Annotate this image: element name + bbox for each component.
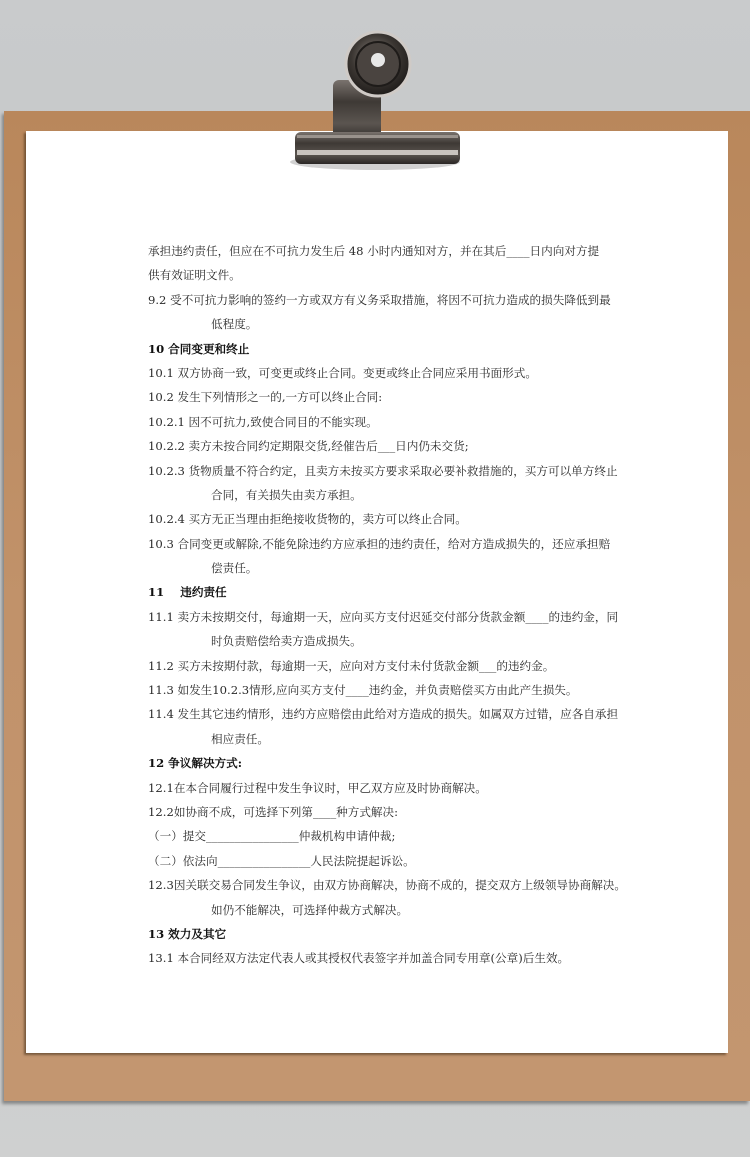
clause-11-1: 11.1 卖方未按期交付，每逾期一天，应向买方支付迟延交付部分货款金额____的违约金，同 bbox=[148, 609, 619, 624]
contract-text bbox=[148, 239, 626, 971]
clause-10-2: 10.2 发生下列情形之一的,一方可以终止合同: bbox=[148, 390, 383, 405]
clause-12-3: 12.3因关联交易合同发生争议，由双方协商解决，协商不成的，提交双方上级领导协商解决。 bbox=[148, 878, 626, 893]
clause-12-2: 12.2如协商不成，可选择下列第____种方式解决: bbox=[148, 804, 399, 819]
section-heading-11: 11 违约责任 bbox=[148, 585, 227, 600]
clause-11-2: 11.2 买方未按期付款，每逾期一天，应向对方支付未付货款金额___的违约金。 bbox=[148, 658, 555, 673]
text-line: 承担违约责任，但应在不可抗力发生后 48 小时内通知对方，并在其后____日内向对方提 bbox=[148, 244, 600, 258]
clause-10-2-4: 10.2.4 买方无正当理由拒绝接收货物的，卖方可以终止合同。 bbox=[148, 512, 467, 527]
section-heading-10: 10 合同变更和终止 bbox=[148, 341, 250, 356]
clause-12-1: 12.1在本合同履行过程中发生争议时，甲乙双方应及时协商解决。 bbox=[148, 780, 487, 795]
text-line-cont: 合同，有关损失由卖方承担。 bbox=[211, 487, 362, 502]
clause-10-2-2: 10.2.2 卖方未按合同约定期限交货,经催告后___日内仍未交货; bbox=[148, 439, 469, 454]
text-line-cont: 相应责任。 bbox=[211, 731, 269, 746]
clause-10-2-1: 10.2.1 因不可抗力,致使合同目的不能实现。 bbox=[148, 414, 378, 429]
binder-clip-icon bbox=[285, 22, 465, 172]
text-line-cont: 低程度。 bbox=[211, 317, 258, 332]
clause-10-2-3: 10.2.3 货物质量不符合约定，且卖方未按买方要求采取必要补救措施的，买方可以单方终止 bbox=[148, 463, 618, 478]
clause-13-1: 13.1 本合同经双方法定代表人或其授权代表签字并加盖合同专用章(公章)后生效。 bbox=[148, 951, 570, 966]
clause-11-3: 11.3 如发生10.2.3情形,应向买方支付____违约金，并负责赔偿买方由此产生损失。 bbox=[148, 683, 578, 698]
clause-10-1: 10.1 双方协商一致，可变更或终止合同。变更或终止合同应采用书面形式。 bbox=[148, 365, 537, 380]
clause-11-4: 11.4 发生其它违约情形，违约方应赔偿由此给对方造成的损失。如属双方过错，应各自承担 bbox=[148, 707, 619, 722]
text-line-cont: 如仍不能解决，可选择仲裁方式解决。 bbox=[211, 902, 409, 917]
text-line-cont: 时负责赔偿给卖方造成损失。 bbox=[211, 634, 362, 649]
option-litigation: （二）依法向________________人民法院提起诉讼。 bbox=[148, 853, 415, 868]
text-line-cont: 偿责任。 bbox=[211, 561, 258, 576]
section-heading-12: 12 争议解决方式: bbox=[148, 756, 243, 771]
clause-9-2: 9.2 受不可抗力影响的签约一方或双方有义务采取措施，将因不可抗力造成的损失降低到最 bbox=[148, 292, 611, 307]
section-heading-13: 13 效力及其它 bbox=[148, 926, 227, 941]
clause-10-3: 10.3 合同变更或解除,不能免除违约方应承担的违约责任，给对方造成损失的，还应承担赔 bbox=[148, 536, 611, 551]
text-line: 供有效证明文件。 bbox=[148, 268, 241, 283]
option-arbitration: （一）提交________________仲裁机构申请仲裁; bbox=[148, 829, 396, 844]
